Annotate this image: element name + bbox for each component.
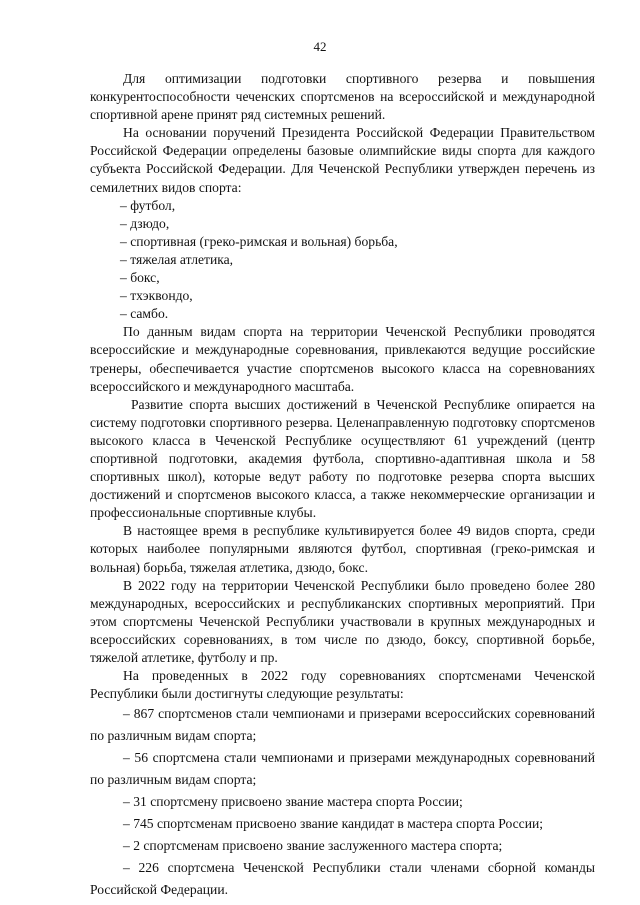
list-item: – 867 спортсменов стали чемпионами и призерами всероссийских соревнований по различным видам спорта;: [90, 706, 595, 744]
list-item: – бокс,: [120, 270, 160, 286]
paragraph-results-intro: На проведенных в 2022 году соревнованиях спортсменами Чеченской Республики были достигнуты следующие результаты:: [90, 668, 595, 702]
list-item: – тяжелая атлетика,: [120, 251, 234, 267]
list-item: – спортивная (греко-римская и вольная) борьба,: [120, 233, 398, 249]
sports-list: [90, 197, 595, 324]
paragraph-base-sports: На основании поручений Президента Российской Федерации Правительством Российской Федерации определены базовые олимпийские виды спорта для каждого субъекта Российской Федерации. Для Чеченской Республики утвержден перечень из семилетних видов спорта:: [90, 125, 595, 195]
list-item: – 226 спортсмена Чеченской Республики стали членами сборной команды Российской Федерации.: [90, 860, 595, 898]
paragraph-development: Развитие спорта высших достижений в Чеченской Республике опирается на систему подготовки спортивного резерва. Целенаправленную подготовку спортсменов высокого класса в Чеченской Республике осуществляют 61 учреждений (центр спортивной подготовки, академия футбола, спортивно-адаптивная школа и 58 спортивных школ), которые ведут работу по подготовке резерва спорта высших достижений и спортсменов высокого класса, а также некоммерческие организации и профессиональные спортивные клубы.: [90, 396, 595, 521]
list-item: – тхэквондо,: [120, 288, 193, 304]
document-body: [90, 70, 595, 901]
list-item: – 745 спортсменам присвоено звание кандидат в мастера спорта России;: [123, 816, 544, 832]
results-list: [90, 703, 595, 901]
paragraph-events-2022: В 2022 году на территории Чеченской Республики было проведено более 280 международных, всероссийских и республиканских спортивных мероприятий. При этом спортсмены Чеченской Республики участвовали в крупных международных и всероссийских соревнованиях, в том числе по дзюдо, боксу, спортивной борьбе, тяжелой атлетике, футболу и пр.: [90, 577, 595, 665]
list-item: – 2 спортсменам присвоено звание заслуженного мастера спорта;: [123, 838, 503, 854]
list-item: – футбол,: [120, 197, 176, 213]
list-item: – самбо.: [120, 306, 169, 322]
paragraph-intro: Для оптимизации подготовки спортивного резерва и повышения конкурентоспособности чеченских спортсменов на всероссийской и международной спортивной арене принят ряд системных решений.: [90, 71, 595, 123]
list-item: – дзюдо,: [120, 215, 170, 231]
paragraph-competitions: По данным видам спорта на территории Чеченской Республики проводятся всероссийские и международные соревнования, привлекаются ведущие российские тренеры, обеспечивается участие спортсменов высокого класса на соревнованиях всероссийского и международного масштаба.: [90, 324, 595, 394]
paragraph-popular-sports: В настоящее время в республике культивируется более 49 видов спорта, среди которых наиболее популярными являются футбол, спортивная (греко-римская и вольная) борьба, тяжелая атлетика, дзюдо, бокс.: [90, 523, 595, 575]
list-item: – 31 спортсмену присвоено звание мастера спорта России;: [123, 794, 463, 810]
list-item: – 56 спортсмена стали чемпионами и призерами международных соревнований по различным видам спорта;: [90, 750, 595, 788]
page-number: 42: [313, 39, 327, 54]
